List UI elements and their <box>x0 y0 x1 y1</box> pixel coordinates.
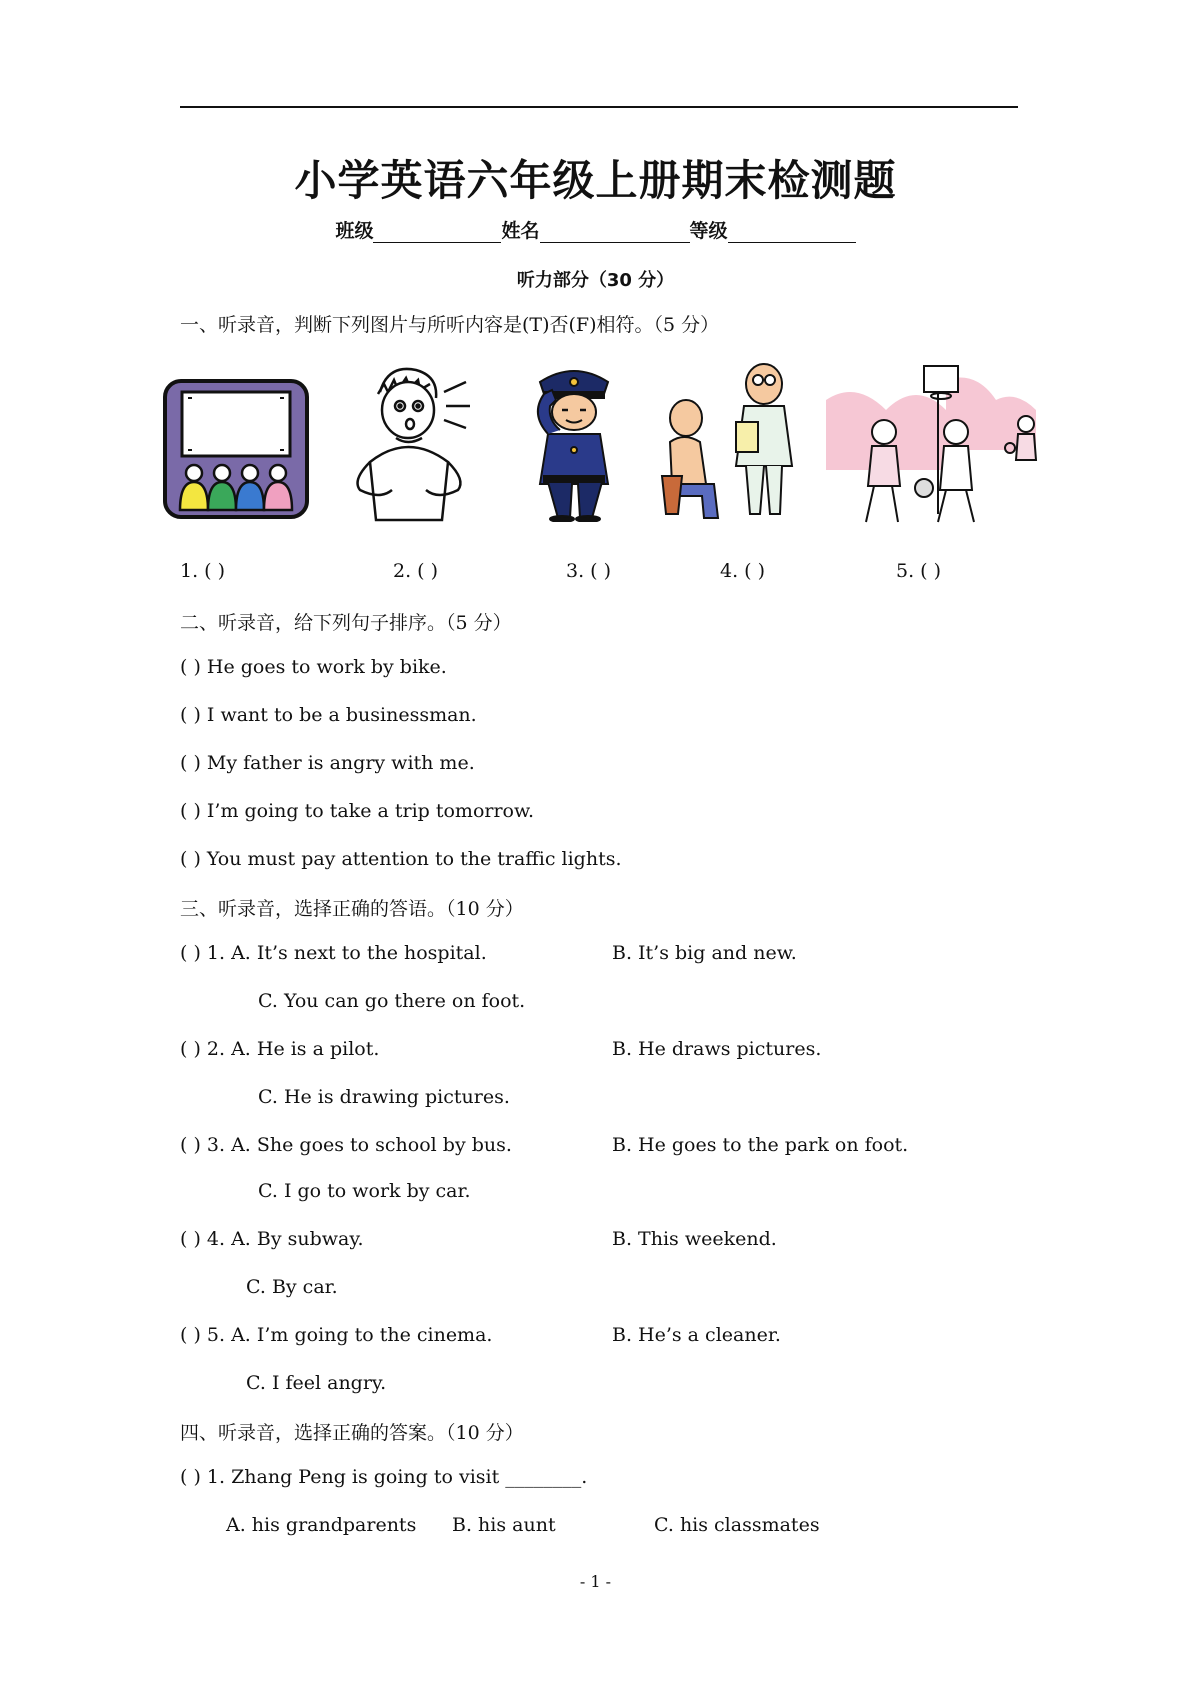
picture-answer-1[interactable]: 1. ( ) <box>180 560 226 582</box>
name-blank[interactable] <box>540 222 690 243</box>
answer-q1-stem[interactable]: ( ) 1. Zhang Peng is going to visit ________. <box>180 1466 588 1488</box>
response-q3-option-a[interactable]: ( ) 3. A. She goes to school by bus. <box>180 1134 512 1156</box>
response-q4-option-a[interactable]: ( ) 4. A. By subway. <box>180 1228 364 1250</box>
response-q3-option-c[interactable]: C. I go to work by car. <box>258 1180 471 1202</box>
response-q1-option-b[interactable]: B. It’s big and new. <box>612 942 797 964</box>
response-q1-option-c[interactable]: C. You can go there on foot. <box>258 990 526 1012</box>
angry-man-picture <box>340 362 475 522</box>
response-q2-option-c[interactable]: C. He is drawing pictures. <box>258 1086 510 1108</box>
answer-q1-option-b[interactable]: B. his aunt <box>452 1514 556 1536</box>
picture-answer-2[interactable]: 2. ( ) <box>393 560 439 582</box>
response-q4-option-b[interactable]: B. This weekend. <box>612 1228 777 1250</box>
response-q1-option-a[interactable]: ( ) 1. A. It’s next to the hospital. <box>180 942 487 964</box>
section-4-heading: 四、听录音，选择正确的答案。（10 分） <box>180 1422 524 1444</box>
grade-label: 等级 <box>689 220 728 242</box>
class-blank[interactable] <box>373 222 501 243</box>
response-q5-option-b[interactable]: B. He’s a cleaner. <box>612 1324 781 1346</box>
grade-blank[interactable] <box>728 222 856 243</box>
response-q2-option-b[interactable]: B. He draws pictures. <box>612 1038 822 1060</box>
student-info-line <box>0 216 1191 243</box>
page-title: 小学英语六年级上册期末检测题 <box>294 156 897 205</box>
ordering-item-1[interactable]: ( ) He goes to work by bike. <box>180 656 447 678</box>
cinema-screen-picture <box>162 378 310 520</box>
page-number: - 1 - <box>579 1572 612 1591</box>
picture-answer-3[interactable]: 3. ( ) <box>566 560 612 582</box>
class-label: 班级 <box>335 220 374 242</box>
answer-q1-option-c[interactable]: C. his classmates <box>654 1514 820 1536</box>
name-label: 姓名 <box>501 220 540 242</box>
section-1-heading: 一、听录音，判断下列图片与所听内容是(T)否(F)相符。（5 分） <box>180 314 720 336</box>
doctor-patient-picture <box>656 356 806 522</box>
response-q5-option-c[interactable]: C. I feel angry. <box>246 1372 387 1394</box>
listening-header: 听力部分（30 分） <box>516 270 675 291</box>
picture-answer-4[interactable]: 4. ( ) <box>720 560 766 582</box>
ordering-item-5[interactable]: ( ) You must pay attention to the traffic lights. <box>180 848 622 870</box>
picture-answer-5[interactable]: 5. ( ) <box>896 560 942 582</box>
basketball-kids-picture <box>826 360 1046 530</box>
response-q3-option-b[interactable]: B. He goes to the park on foot. <box>612 1134 909 1156</box>
police-officer-picture <box>518 364 630 522</box>
response-q2-option-a[interactable]: ( ) 2. A. He is a pilot. <box>180 1038 380 1060</box>
ordering-item-3[interactable]: ( ) My father is angry with me. <box>180 752 475 774</box>
answer-q1-option-a[interactable]: A. his grandparents <box>226 1514 417 1536</box>
header-rule <box>180 106 1018 108</box>
section-2-heading: 二、听录音，给下列句子排序。（5 分） <box>180 612 512 634</box>
response-q5-option-a[interactable]: ( ) 5. A. I’m going to the cinema. <box>180 1324 493 1346</box>
ordering-item-2[interactable]: ( ) I want to be a businessman. <box>180 704 477 726</box>
response-q4-option-c[interactable]: C. By car. <box>246 1276 338 1298</box>
ordering-item-4[interactable]: ( ) I’m going to take a trip tomorrow. <box>180 800 535 822</box>
section-3-heading: 三、听录音，选择正确的答语。（10 分） <box>180 898 524 920</box>
